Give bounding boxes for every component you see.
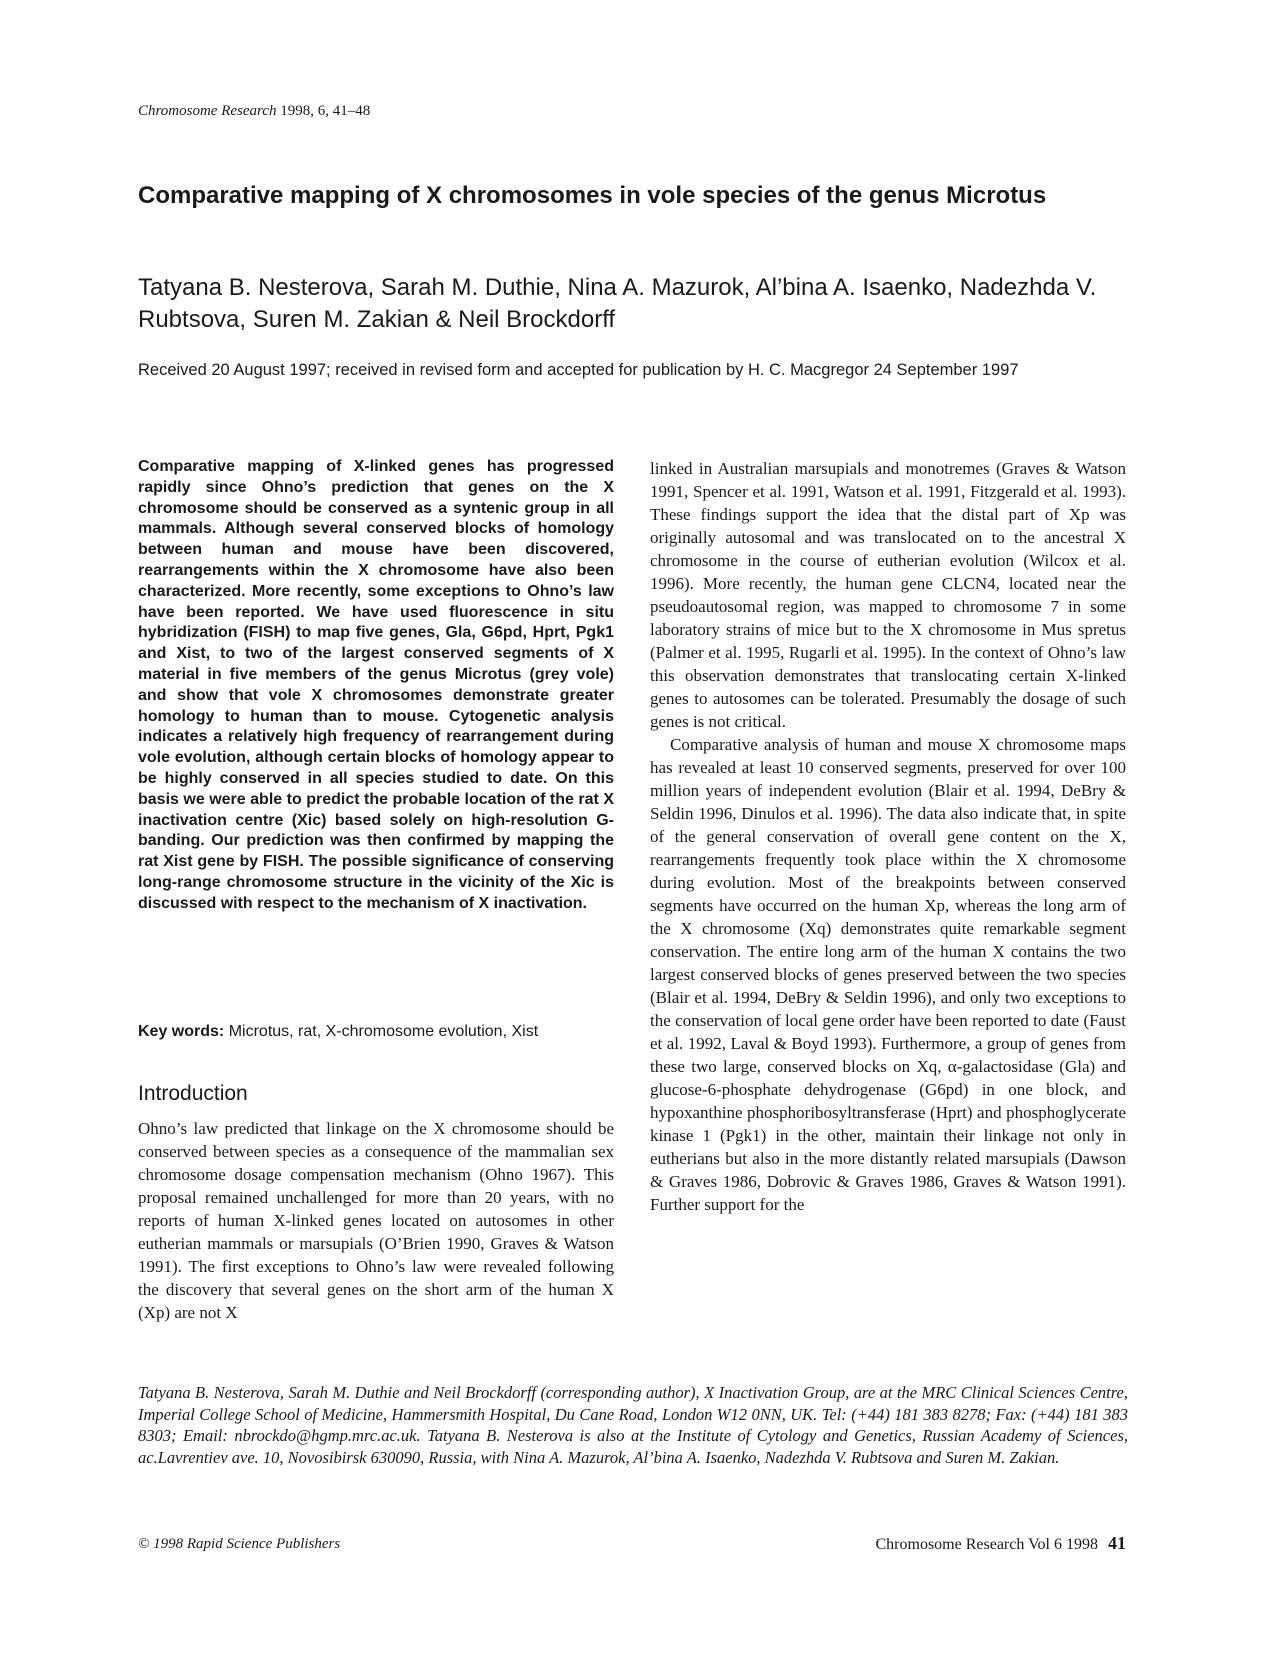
introduction-paragraph: Ohno’s law predicted that linkage on the X chromosome should be conserved between species as a consequence of the mammalian sex chromosome dosage compensation mechanism (Ohno 1967). This proposal remained unchallenged for more than 20 years, with no reports of human X-linked genes located on autosomes in other eutherian mammals or marsupials (O’Brien 1990, Graves & Watson 1991). The first exceptions to Ohno’s law were revealed following the discovery that several genes on the short arm of the human X (Xp) are not X: [138, 1119, 614, 1322]
author-list: Tatyana B. Nesterova, Sarah M. Duthie, Nina A. Mazurok, Al’bina A. Isaenko, Nadezhda V. Rubtsova, Suren M. Zakian & Neil Brockdorff: [138, 274, 1097, 333]
author-affiliation: Tatyana B. Nesterova, Sarah M. Duthie and Neil Brockdorff (corresponding author), X Inactivation Group, are at the MRC Clinical Sciences Centre, Imperial College School of Medicine, Hammersmith Hospital, Du Cane Road, London W12 0NN, UK. Tel: (+44) 181 383 8278; Fax: (+44) 181 383 8303; Email: nbrockdo@hgmp.mrc.ac.uk. Tatyana B. Nesterova is also at the Institute of Cytology and Genetics, Russian Academy of Sciences, ac.Lavrentiev ave. 10, Novosibirsk 630090, Russia, with Nina A. Mazurok, Al’bina A. Isaenko, Nadezhda V. Rubtsova and Suren M. Zakian.: [138, 1383, 1128, 1467]
body-paragraph-2: Comparative analysis of human and mouse X chromosome maps has revealed at least 10 conserved segments, preserved for over 100 million years of independent evolution (Blair et al. 1994, DeBry & Seldin 1996, Dinulos et al. 1996). The data also indicate that, in spite of the general conservation of overall gene content on the X, rearrangements frequently took place within the X chromosome during evolution. Most of the breakpoints between conserved segments have occurred on the human Xp, whereas the long arm of the X chromosome (Xq) demonstrates quite remarkable segment conservation. The entire long arm of the human X contains the two largest conserved blocks of genes preserved between the two species (Blair et al. 1994, DeBry & Seldin 1996), and only two exceptions to the conservation of local gene order have been reported to date (Faust et al. 1992, Laval & Boyd 1993). Furthermore, a group of genes from these two large, conserved blocks on Xq, α-galactosidase (Gla) and glucose-6-phosphate dehydrogenase (G6pd) in one block, and hypoxanthine phosphoribosyltransferase (Hprt) and phosphoglycerate kinase 1 (Pgk1) in the other, maintain their linkage not only in eutherians but also in the more distantly related marsupials (Dawson & Graves 1986, Dobrovic & Graves 1986, Graves & Watson 1991). Further support for the: [650, 735, 1126, 1214]
copyright-notice: © 1998 Rapid Science Publishers: [138, 1536, 341, 1552]
body-paragraph-1: linked in Australian marsupials and monotremes (Graves & Watson 1991, Spencer et al. 1991, Watson et al. 1991, Fitzgerald et al. 1993). These findings support the idea that the distal part of Xp was originally autosomal and was translocated on to the ancestral X chromosome in the course of eutherian evolution (Wilcox et al. 1996). More recently, the human gene CLCN4, located near the pseudoautosomal region, was mapped to chromosome 7 in some laboratory strains of mice but to the X chromosome in Mus spretus (Palmer et al. 1995, Rugarli et al. 1995). In the context of Ohno’s law this observation demonstrates that translocating certain X-linked genes to autosomes can be tolerated. Presumably the dosage of such genes is not critical.: [650, 459, 1126, 731]
journal-volume-pages: 1998, 6, 41–48: [276, 103, 371, 119]
abstract: Comparative mapping of X-linked genes has progressed rapidly since Ohno’s prediction that genes on the X chromosome should be conserved as a syntenic group in all mammals. Although several conserved blocks of homology between human and mouse have been discovered, rearrangements within the X chromosome have also been characterized. More recently, some exceptions to Ohno’s law have been reported. We have used fluorescence in situ hybridization (FISH) to map five genes, Gla, G6pd, Hprt, Pgk1 and Xist, to two of the largest conserved segments of X material in five members of the genus Microtus (grey vole) and show that vole X chromosomes demonstrate greater homology to human than to mouse. Cytogenetic analysis indicates a relatively high frequency of rearrangement during vole evolution, although certain blocks of homology appear to be highly conserved in all species studied to date. On this basis we were able to predict the probable location of the rat X inactivation centre (Xic) based solely on high-resolution G-banding. Our prediction was then confirmed by mapping the rat Xist gene by FISH. The possible significance of conserving long-range chromosome structure in the vicinity of the Xic is discussed with respect to the mechanism of X inactivation.: [138, 458, 614, 912]
section-heading-introduction: Introduction: [138, 1082, 248, 1105]
keywords-value: Microtus, rat, X-chromosome evolution, Xist: [228, 1023, 539, 1040]
journal-citation: [138, 103, 370, 120]
page-number: 41: [1108, 1533, 1126, 1553]
keywords: [138, 1021, 614, 1042]
footer-journal-info: Chromosome Research Vol 6 1998: [875, 1536, 1098, 1553]
journal-name: Chromosome Research: [138, 103, 277, 119]
right-column: [650, 457, 1126, 1216]
article-title: Comparative mapping of X chromosomes in vole species of the genus Microtus: [138, 182, 1047, 209]
received-dates: Received 20 August 1997; received in revised form and accepted for publication by H. C. Macgregor 24 September 1997: [138, 361, 1019, 379]
keywords-label: Key words:: [138, 1023, 225, 1040]
running-footer: [876, 1533, 1127, 1554]
